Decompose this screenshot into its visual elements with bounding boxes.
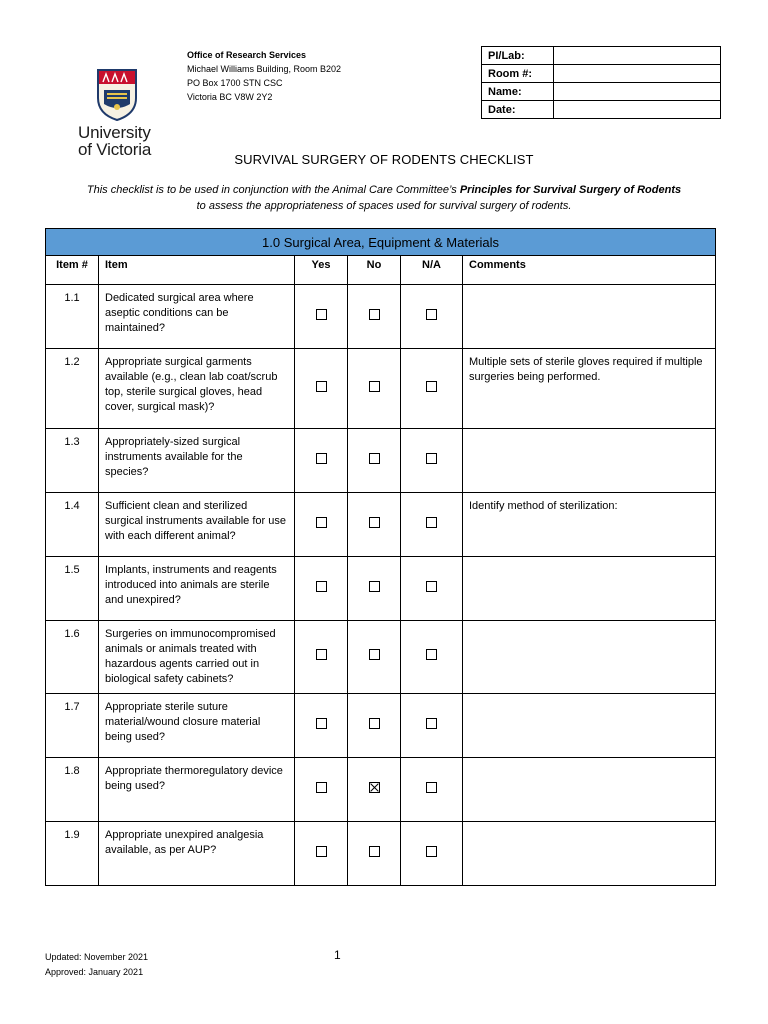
cell-na	[401, 429, 463, 493]
section-header-row	[46, 229, 716, 256]
cell-no	[348, 758, 401, 822]
cell-no	[348, 694, 401, 758]
item-number: 1.1	[46, 285, 99, 349]
info-row	[482, 65, 721, 83]
info-value-field[interactable]	[554, 101, 721, 119]
cell-na	[401, 758, 463, 822]
checklist-table	[45, 228, 716, 886]
item-number: 1.8	[46, 758, 99, 822]
no-checkbox[interactable]	[369, 517, 380, 528]
comment-cell[interactable]	[463, 758, 716, 822]
info-label: PI/Lab:	[482, 47, 554, 65]
comment-cell[interactable]: Multiple sets of sterile gloves required if multiple surgeries being performed.	[463, 349, 716, 429]
cell-no	[348, 493, 401, 557]
col-header-item: Item	[99, 256, 295, 285]
yes-checkbox[interactable]	[316, 846, 327, 857]
comment-cell[interactable]	[463, 285, 716, 349]
checklist-row	[46, 621, 716, 694]
na-checkbox[interactable]	[426, 453, 437, 464]
cell-yes	[295, 694, 348, 758]
comment-cell[interactable]	[463, 621, 716, 694]
info-value-field[interactable]	[554, 83, 721, 101]
checklist-row	[46, 557, 716, 621]
no-checkbox[interactable]	[369, 846, 380, 857]
item-number: 1.4	[46, 493, 99, 557]
cell-no	[348, 349, 401, 429]
cell-yes	[295, 493, 348, 557]
col-header-no: No	[348, 256, 401, 285]
cell-na	[401, 285, 463, 349]
no-checkbox[interactable]	[369, 453, 380, 464]
footer	[45, 950, 148, 980]
page-number: 1	[334, 948, 341, 962]
no-checkbox[interactable]	[369, 649, 380, 660]
yes-checkbox[interactable]	[316, 581, 327, 592]
item-text: Appropriate surgical garments available (e.g., clean lab coat/scrub top, sterile surgical gloves, head cover, surgical mask)?	[99, 349, 295, 429]
item-text: Appropriately-sized surgical instruments available for the species?	[99, 429, 295, 493]
item-text: Dedicated surgical area where aseptic conditions can be maintained?	[99, 285, 295, 349]
cell-no	[348, 822, 401, 886]
na-checkbox[interactable]	[426, 517, 437, 528]
section-title: 1.0 Surgical Area, Equipment & Materials	[46, 229, 716, 256]
cell-na	[401, 493, 463, 557]
column-header-row	[46, 256, 716, 285]
na-checkbox[interactable]	[426, 309, 437, 320]
checklist-row	[46, 429, 716, 493]
item-number: 1.3	[46, 429, 99, 493]
na-checkbox[interactable]	[426, 718, 437, 729]
yes-checkbox[interactable]	[316, 517, 327, 528]
col-header-comments: Comments	[463, 256, 716, 285]
checklist-row	[46, 758, 716, 822]
info-label: Date:	[482, 101, 554, 119]
item-number: 1.6	[46, 621, 99, 694]
info-row	[482, 101, 721, 119]
no-checkbox[interactable]	[369, 381, 380, 392]
comment-cell[interactable]	[463, 557, 716, 621]
checklist-row	[46, 493, 716, 557]
crest-icon	[96, 68, 138, 122]
item-text: Appropriate unexpired analgesia available, as per AUP?	[99, 822, 295, 886]
comment-cell[interactable]: Identify method of sterilization:	[463, 493, 716, 557]
office-box: PO Box 1700 STN CSC	[187, 78, 283, 88]
cell-yes	[295, 822, 348, 886]
page-title: SURVIVAL SURGERY OF RODENTS CHECKLIST	[234, 152, 534, 167]
comment-cell[interactable]	[463, 694, 716, 758]
cell-no	[348, 285, 401, 349]
cell-yes	[295, 429, 348, 493]
item-number: 1.7	[46, 694, 99, 758]
col-header-num: Item #	[46, 256, 99, 285]
checklist-row	[46, 694, 716, 758]
cell-na	[401, 694, 463, 758]
cell-no	[348, 557, 401, 621]
cell-yes	[295, 621, 348, 694]
item-text: Sufficient clean and sterilized surgical instruments available for use with each different animal?	[99, 493, 295, 557]
info-value-field[interactable]	[554, 47, 721, 65]
cell-na	[401, 349, 463, 429]
cell-no	[348, 429, 401, 493]
info-row	[482, 47, 721, 65]
office-city: Victoria BC V8W 2Y2	[187, 92, 273, 102]
col-header-yes: Yes	[295, 256, 348, 285]
cell-no	[348, 621, 401, 694]
cell-yes	[295, 557, 348, 621]
info-value-field[interactable]	[554, 65, 721, 83]
checklist-row	[46, 822, 716, 886]
footer-approved: Approved: January 2021	[45, 967, 144, 977]
na-checkbox[interactable]	[426, 846, 437, 857]
cell-yes	[295, 758, 348, 822]
no-checkbox[interactable]	[369, 309, 380, 320]
yes-checkbox[interactable]	[316, 718, 327, 729]
item-number: 1.5	[46, 557, 99, 621]
office-address	[187, 48, 341, 104]
comment-cell[interactable]	[463, 429, 716, 493]
cell-na	[401, 557, 463, 621]
cell-na	[401, 621, 463, 694]
item-text: Implants, instruments and reagents introduced into animals are sterile and unexpired?	[99, 557, 295, 621]
cell-na	[401, 822, 463, 886]
yes-checkbox[interactable]	[316, 309, 327, 320]
item-text: Surgeries on immunocompromised animals or animals treated with hazardous agents carried out in biological safety cabinets?	[99, 621, 295, 694]
cell-yes	[295, 349, 348, 429]
item-number: 1.2	[46, 349, 99, 429]
item-text: Appropriate thermoregulatory device being used?	[99, 758, 295, 822]
yes-checkbox[interactable]	[316, 453, 327, 464]
intro-text: This checklist is to be used in conjunction with the Animal Care Committee’s Principles for Survival Surgery of Rodents to assess the appropriateness of spaces used for survival surgery of rodents.	[86, 184, 682, 212]
office-name: Office of Research Services	[187, 50, 307, 60]
na-checkbox[interactable]	[426, 381, 437, 392]
item-text: Appropriate sterile suture material/wound closure material being used?	[99, 694, 295, 758]
no-checkbox[interactable]	[369, 718, 380, 729]
comment-cell[interactable]	[463, 822, 716, 886]
no-checkbox[interactable]	[369, 581, 380, 592]
na-checkbox[interactable]	[426, 782, 437, 793]
na-checkbox[interactable]	[426, 649, 437, 660]
info-label: Name:	[482, 83, 554, 101]
item-number: 1.9	[46, 822, 99, 886]
yes-checkbox[interactable]	[316, 782, 327, 793]
university-name: University of Victoria	[78, 123, 152, 159]
info-label: Room #:	[482, 65, 554, 83]
checklist-row	[46, 285, 716, 349]
office-building: Michael Williams Building, Room B202	[187, 64, 342, 74]
info-box	[481, 46, 721, 119]
yes-checkbox[interactable]	[316, 649, 327, 660]
info-row	[482, 83, 721, 101]
col-header-na: N/A	[401, 256, 463, 285]
footer-updated: Updated: November 2021	[45, 952, 149, 962]
no-checkbox[interactable]	[369, 782, 380, 793]
checklist-row	[46, 349, 716, 429]
cell-yes	[295, 285, 348, 349]
yes-checkbox[interactable]	[316, 381, 327, 392]
na-checkbox[interactable]	[426, 581, 437, 592]
